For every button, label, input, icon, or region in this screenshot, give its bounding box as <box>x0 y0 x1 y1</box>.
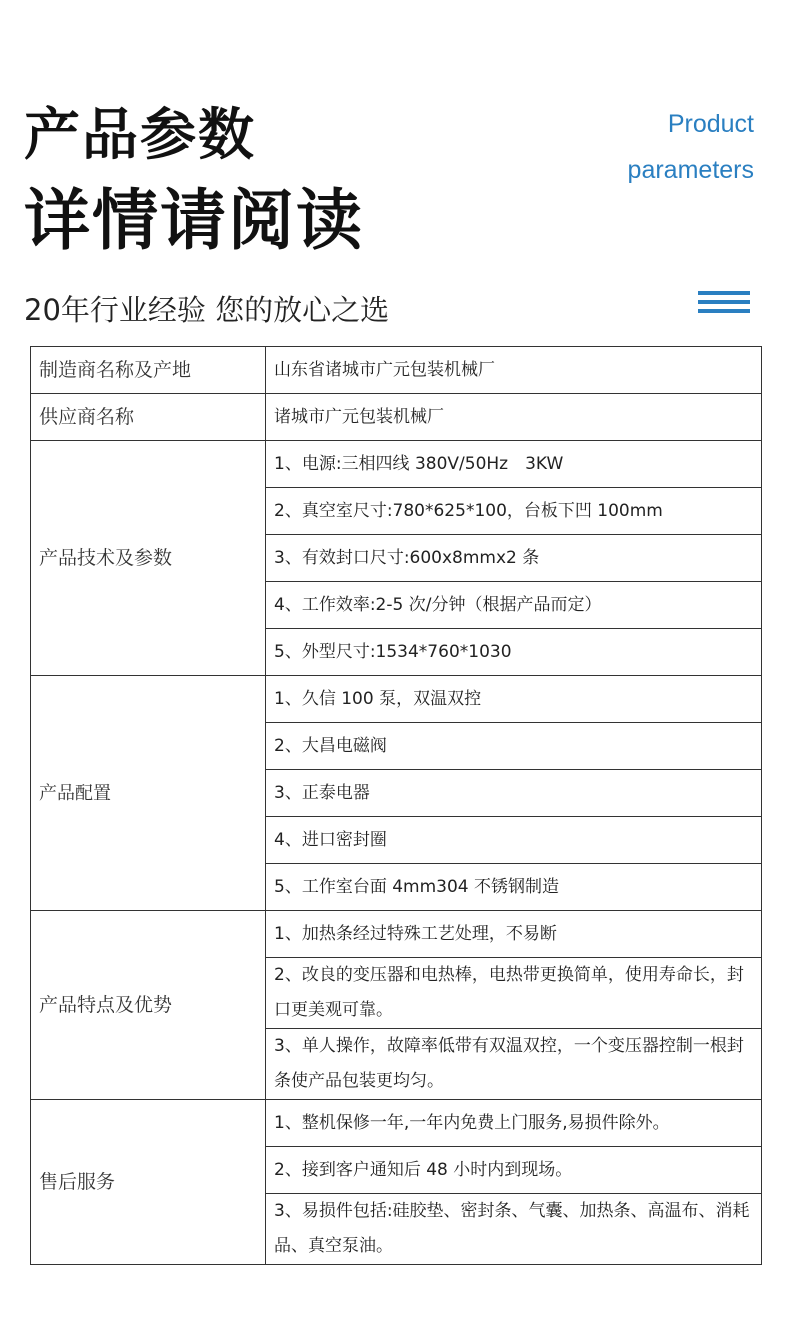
page-title-line-1: 产品参数 <box>24 103 256 168</box>
menu-icon-bar <box>698 309 750 313</box>
table-row <box>31 347 762 394</box>
config-item: 4、进口密封圈 <box>266 817 762 864</box>
page-title-line-2: 详情请阅读 <box>24 182 364 259</box>
spec-table <box>30 346 762 1265</box>
table-row <box>31 1100 762 1147</box>
config-item: 2、大昌电磁阀 <box>266 723 762 770</box>
slogan: 20年行业经验 您的放心之选 <box>24 293 390 327</box>
table-row <box>31 441 762 488</box>
menu-icon[interactable] <box>698 291 750 317</box>
service-item: 2、接到客户通知后 48 小时内到现场。 <box>266 1147 762 1194</box>
tech-item: 4、工作效率:2-5 次/分钟（根据产品而定） <box>266 582 762 629</box>
service-item: 3、易损件包括:硅胶垫、密封条、气囊、加热条、高温布、消耗品、真空泵油。 <box>266 1194 762 1265</box>
tech-item: 2、真空室尺寸:780*625*100，台板下凹 100mm <box>266 488 762 535</box>
table-row <box>31 911 762 958</box>
supplier-label: 供应商名称 <box>31 394 266 441</box>
service-item: 1、整机保修一年,一年内免费上门服务,易损件除外。 <box>266 1100 762 1147</box>
table-row <box>31 676 762 723</box>
supplier-value: 诸城市广元包装机械厂 <box>266 394 762 441</box>
menu-icon-bar <box>698 291 750 295</box>
english-title-line-2: parameters <box>627 156 754 184</box>
tech-item: 5、外型尺寸:1534*760*1030 <box>266 629 762 676</box>
features-item: 3、单人操作，故障率低带有双温双控，一个变压器控制一根封条使产品包装更均匀。 <box>266 1029 762 1100</box>
menu-icon-bar <box>698 300 750 304</box>
features-item: 2、改良的变压器和电热棒，电热带更换简单，使用寿命长，封口更美观可靠。 <box>266 958 762 1029</box>
service-label: 售后服务 <box>31 1100 266 1265</box>
manufacturer-value: 山东省诸城市广元包装机械厂 <box>266 347 762 394</box>
table-row <box>31 394 762 441</box>
config-item: 1、久信 100 泵，双温双控 <box>266 676 762 723</box>
config-label: 产品配置 <box>31 676 266 911</box>
tech-label: 产品技术及参数 <box>31 441 266 676</box>
config-item: 3、正泰电器 <box>266 770 762 817</box>
tech-item: 3、有效封口尺寸:600x8mmx2 条 <box>266 535 762 582</box>
tech-item: 1、电源:三相四线 380V/50Hz 3KW <box>266 441 762 488</box>
features-item: 1、加热条经过特殊工艺处理，不易断 <box>266 911 762 958</box>
features-label: 产品特点及优势 <box>31 911 266 1100</box>
manufacturer-label: 制造商名称及产地 <box>31 347 266 394</box>
config-item: 5、工作室台面 4mm304 不锈钢制造 <box>266 864 762 911</box>
english-title-line-1: Product <box>667 110 754 138</box>
